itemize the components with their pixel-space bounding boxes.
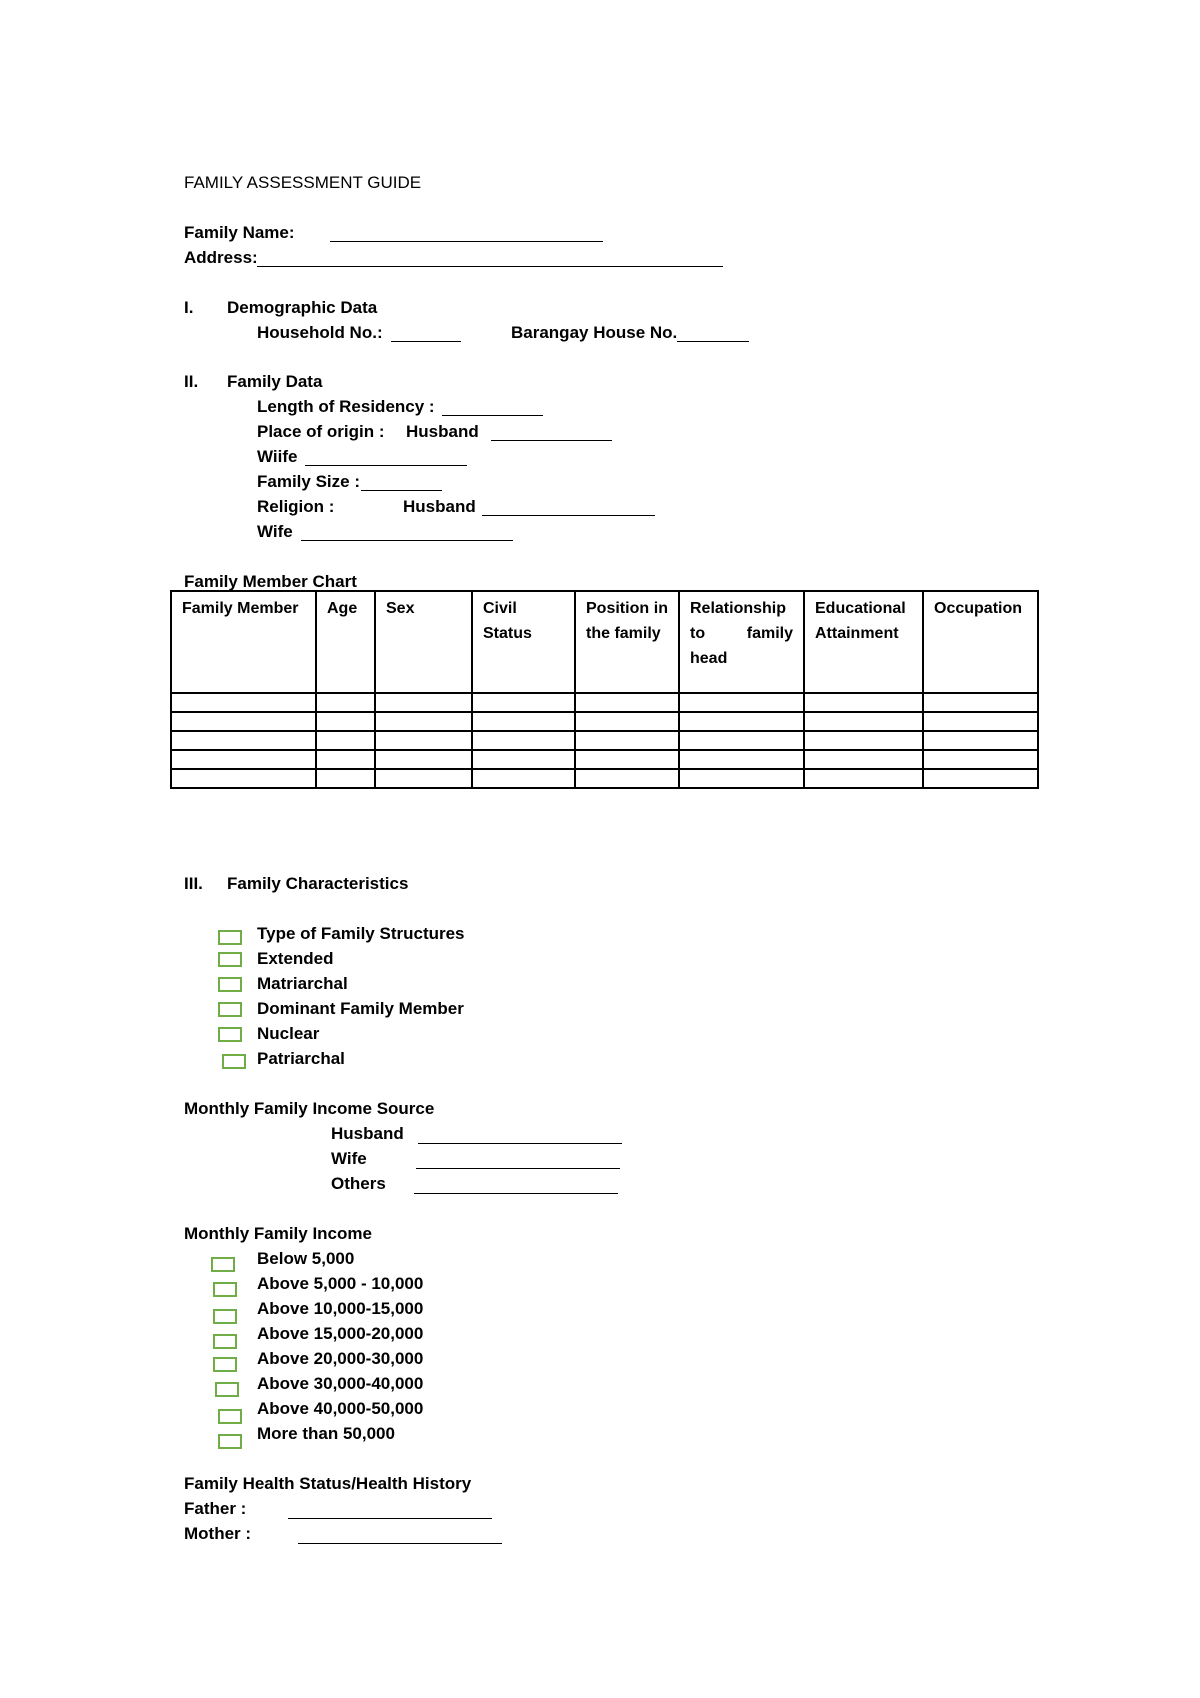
header-age: Age [316, 591, 375, 693]
table-cell[interactable] [375, 731, 472, 750]
table-cell[interactable] [923, 693, 1038, 712]
table-cell[interactable] [316, 769, 375, 788]
table-cell[interactable] [804, 750, 923, 769]
income-heading: Monthly Family Income [184, 1224, 372, 1243]
table-cell[interactable] [375, 769, 472, 788]
table-row [171, 769, 1038, 788]
father-field[interactable] [288, 1518, 492, 1519]
table-cell[interactable] [472, 769, 575, 788]
table-cell[interactable] [316, 693, 375, 712]
header-sex: Sex [375, 591, 472, 693]
table-cell[interactable] [923, 731, 1038, 750]
family-name-label: Family Name: [184, 223, 295, 242]
checkbox-income-5000-10000[interactable] [213, 1282, 237, 1297]
income-husband-field[interactable] [418, 1143, 622, 1144]
table-cell[interactable] [316, 731, 375, 750]
origin-label: Place of origin : [257, 422, 385, 441]
income-husband-label: Husband [331, 1124, 404, 1143]
table-cell[interactable] [804, 731, 923, 750]
table-cell[interactable] [679, 693, 804, 712]
checkbox-patriarchal[interactable] [222, 1054, 246, 1069]
checkbox-extended[interactable] [218, 952, 242, 967]
table-row [171, 712, 1038, 731]
option-nuclear: Nuclear [257, 1024, 320, 1043]
table-header-row [171, 591, 1038, 693]
religion-wife-field[interactable] [301, 540, 513, 541]
checkbox-income-10000-15000[interactable] [213, 1309, 237, 1324]
table-cell[interactable] [804, 769, 923, 788]
table-cell[interactable] [472, 712, 575, 731]
family-name-field[interactable] [330, 241, 603, 242]
income-others-label: Others [331, 1174, 386, 1193]
option-income-more-50000: More than 50,000 [257, 1424, 395, 1443]
religion-wife-label: Wife [257, 522, 293, 541]
father-label: Father : [184, 1499, 247, 1518]
section2-numeral: II. [184, 372, 199, 391]
income-wife-field[interactable] [416, 1168, 620, 1169]
chart-caption: Family Member Chart [184, 572, 357, 591]
table-cell[interactable] [575, 750, 679, 769]
address-field[interactable] [257, 266, 723, 267]
page-title: FAMILY ASSESSMENT GUIDE [184, 173, 422, 192]
origin-wife-field[interactable] [305, 465, 467, 466]
table-cell[interactable] [575, 731, 679, 750]
table-row [171, 731, 1038, 750]
table-cell[interactable] [679, 769, 804, 788]
residency-label: Length of Residency : [257, 397, 435, 416]
checkbox-dominant-member[interactable] [218, 1002, 242, 1017]
income-others-field[interactable] [414, 1193, 618, 1194]
table-cell[interactable] [679, 750, 804, 769]
religion-husband-field[interactable] [482, 515, 655, 516]
header-position: Position in the family [575, 591, 679, 693]
table-cell[interactable] [316, 750, 375, 769]
table-cell[interactable] [171, 750, 316, 769]
religion-label: Religion : [257, 497, 335, 516]
option-family-structure: Type of Family Structures [257, 924, 465, 943]
table-cell[interactable] [472, 693, 575, 712]
table-cell[interactable] [575, 712, 679, 731]
mother-label: Mother : [184, 1524, 252, 1543]
table-cell[interactable] [804, 693, 923, 712]
religion-husband-label: Husband [403, 497, 476, 516]
household-no-label: Household No.: [257, 323, 383, 342]
table-cell[interactable] [923, 750, 1038, 769]
checkbox-family-structure[interactable] [218, 930, 242, 945]
table-cell[interactable] [472, 731, 575, 750]
family-size-field[interactable] [361, 490, 442, 491]
table-cell[interactable] [575, 769, 679, 788]
checkbox-income-below-5000[interactable] [211, 1257, 235, 1272]
table-cell[interactable] [171, 712, 316, 731]
checkbox-income-20000-30000[interactable] [213, 1357, 237, 1372]
table-cell[interactable] [375, 693, 472, 712]
table-cell[interactable] [679, 712, 804, 731]
table-cell[interactable] [575, 693, 679, 712]
origin-husband-field[interactable] [491, 440, 612, 441]
checkbox-income-15000-20000[interactable] [213, 1334, 237, 1349]
checkbox-income-40000-50000[interactable] [218, 1409, 242, 1424]
option-extended: Extended [257, 949, 334, 968]
mother-field[interactable] [298, 1543, 502, 1544]
residency-field[interactable] [442, 415, 543, 416]
table-cell[interactable] [171, 769, 316, 788]
origin-husband-label: Husband [406, 422, 479, 441]
table-cell[interactable] [472, 750, 575, 769]
header-civil-status: Civil Status [472, 591, 575, 693]
checkbox-income-30000-40000[interactable] [215, 1382, 239, 1397]
header-occupation: Occupation [923, 591, 1038, 693]
table-row [171, 750, 1038, 769]
origin-wife-label: Wiife [257, 447, 298, 466]
barangay-house-no-label: Barangay House No. [511, 323, 678, 342]
family-size-label: Family Size : [257, 472, 360, 491]
table-row [171, 693, 1038, 712]
option-patriarchal: Patriarchal [257, 1049, 345, 1068]
table-cell[interactable] [804, 712, 923, 731]
option-matriarchal: Matriarchal [257, 974, 348, 993]
table-cell[interactable] [171, 731, 316, 750]
table-cell[interactable] [923, 769, 1038, 788]
table-cell[interactable] [171, 693, 316, 712]
table-cell[interactable] [375, 750, 472, 769]
option-income-5000-10000: Above 5,000 - 10,000 [257, 1274, 424, 1293]
option-dominant-member: Dominant Family Member [257, 999, 464, 1018]
option-income-below-5000: Below 5,000 [257, 1249, 355, 1268]
section3-heading: Family Characteristics [227, 874, 409, 893]
section1-heading: Demographic Data [227, 298, 378, 317]
option-income-40000-50000: Above 40,000-50,000 [257, 1399, 424, 1418]
address-label: Address: [184, 248, 258, 267]
health-heading: Family Health Status/Health History [184, 1474, 472, 1493]
header-family-member: Family Member [171, 591, 316, 693]
income-wife-label: Wife [331, 1149, 367, 1168]
household-no-field[interactable] [391, 341, 461, 342]
barangay-house-no-field[interactable] [677, 341, 749, 342]
table-cell[interactable] [375, 712, 472, 731]
option-income-15000-20000: Above 15,000-20,000 [257, 1324, 424, 1343]
section1-numeral: I. [184, 298, 194, 317]
section3-numeral: III. [184, 874, 203, 893]
family-member-table [170, 590, 1039, 789]
header-relationship: Relationship to family head [679, 591, 804, 693]
header-education: Educational Attainment [804, 591, 923, 693]
option-income-10000-15000: Above 10,000-15,000 [257, 1299, 424, 1318]
checkbox-nuclear[interactable] [218, 1027, 242, 1042]
table-cell[interactable] [923, 712, 1038, 731]
income-source-heading: Monthly Family Income Source [184, 1099, 435, 1118]
table-cell[interactable] [316, 712, 375, 731]
option-income-20000-30000: Above 20,000-30,000 [257, 1349, 424, 1368]
table-cell[interactable] [679, 731, 804, 750]
checkbox-matriarchal[interactable] [218, 977, 242, 992]
section2-heading: Family Data [227, 372, 323, 391]
option-income-30000-40000: Above 30,000-40,000 [257, 1374, 424, 1393]
checkbox-income-more-50000[interactable] [218, 1434, 242, 1449]
